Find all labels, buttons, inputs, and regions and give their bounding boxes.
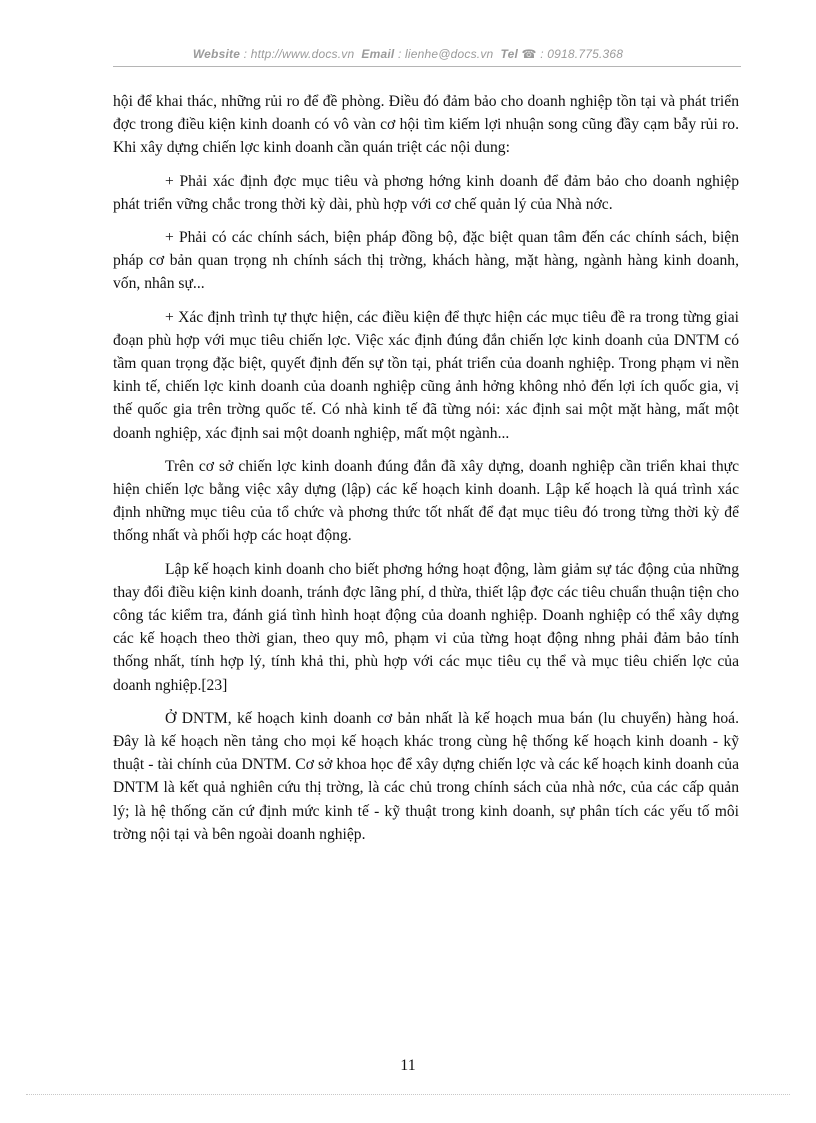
paragraph-continuation: hội để khai thác, những rủi ro để đề phòng. Điều đó đảm bảo cho doanh nghiệp tồn tại và phát triển đợc trong điều kiện kinh doanh có vô vàn cơ hội tìm kiếm lợi nhuận song cũng đầy cạm bẫy rủi ro. Khi xây dựng chiến lợc kinh doanh cần quán triệt các nội dung: (113, 93, 739, 157)
paragraph-planning: Trên cơ sở chiến lợc kinh doanh đúng đắn đã xây dựng, doanh nghiệp cần triển khai thực hiện chiến lợc bằng việc xây dựng (lập) các kế hoạch kinh doanh. Lập kế hoạch là quá trình xác định những mục tiêu của tổ chức và phơng thức tốt nhất để đạt mục tiêu đó trong từng thời kỳ để thống nhất và phối hợp các hoạt động. (113, 457, 739, 545)
paragraph-bullet-sequence: + Xác định trình tự thực hiện, các điều kiện để thực hiện các mục tiêu đề ra trong từng giai đoạn phù hợp với mục tiêu chiến lợc. Việc xác định đúng đắn chiến lợc kinh doanh của DNTM có tầm quan trọng đặc biệt, quyết định đến sự tồn tại, phát triển của doanh nghiệp. Trong phạm vi nền kinh tế, chiến lợc kinh doanh của doanh nghiệp cũng ảnh hởng không nhỏ đến lợi ích quốc gia, vị thế quốc gia trên trờng quốc tế. Có nhà kinh tế đã từng nói: xác định sai một mặt hàng, mất một doanh nghiệp, xác định sai một doanh nghiệp, mất một ngành... (113, 308, 739, 442)
paragraph-dntm-plan: Ở DNTM, kế hoạch kinh doanh cơ bản nhất là kế hoạch mua bán (lu chuyển) hàng hoá. Đây là kế hoạch nền tảng cho mọi kế hoạch khác trong cùng hệ thống kế hoạch kinh doanh - kỹ thuật - tài chính của DNTM. Cơ sở khoa học để xây dựng chiến lợc và các kế hoạch kinh doanh của DNTM là kết quả nghiên cứu thị trờng, là các chủ trong chính sách của nhà nớc, của các cấp quản lý; là hệ thống căn cứ định mức kinh tế - kỹ thuật trong kinh doanh, sự phân tích các yếu tố môi trờng nội tại và bên ngoài doanh nghiệp. (113, 709, 739, 843)
website-label: Website (192, 47, 241, 61)
paragraph-business-plan: Lập kế hoạch kinh doanh cho biết phơng hớng hoạt động, làm giảm sự tác động của những thay đổi điều kiện kinh doanh, tránh đợc lãng phí, d thừa, thiết lập đợc các tiêu chuẩn thuận tiện cho công tác kiểm tra, đánh giá tình hình hoạt động của doanh nghiệp. Doanh nghiệp có thể xây dựng các kế hoạch theo thời gian, theo quy mô, phạm vi của từng hoạt động nhng phải đảm bảo tính thống nhất, tính hợp lý, tính khả thi, phù hợp với các mục tiêu cụ thể và mục tiêu chiến lợc của doanh nghiệp.[23] (113, 560, 739, 694)
paragraph-bullet-policies: + Phải có các chính sách, biện pháp đồng bộ, đặc biệt quan tâm đến các chính sách, biện pháp cơ bản quan trọng nh chính sách thị trờng, khách hàng, mặt hàng, ngành hàng kinh doanh, vốn, nhân sự... (113, 229, 739, 293)
tel-value: ☎ : 0918.775.368 (521, 47, 624, 61)
paragraph-bullet-objectives: + Phải xác định đợc mục tiêu và phơng hớng kinh doanh để đảm bảo cho doanh nghiệp phát triển vững chắc trong thời kỳ dài, phù hợp với cơ chế quản lý của Nhà nớc. (113, 172, 739, 213)
document-body (113, 90, 739, 856)
header-divider (113, 66, 741, 67)
email-label: Email (361, 47, 395, 61)
page-number: 11 (400, 1057, 416, 1074)
email-value: : lienhe@docs.vn (397, 47, 494, 61)
page-header (0, 47, 816, 61)
tel-label: Tel (500, 47, 518, 61)
footer-divider (26, 1094, 790, 1095)
website-value: : http://www.docs.vn (243, 47, 355, 61)
